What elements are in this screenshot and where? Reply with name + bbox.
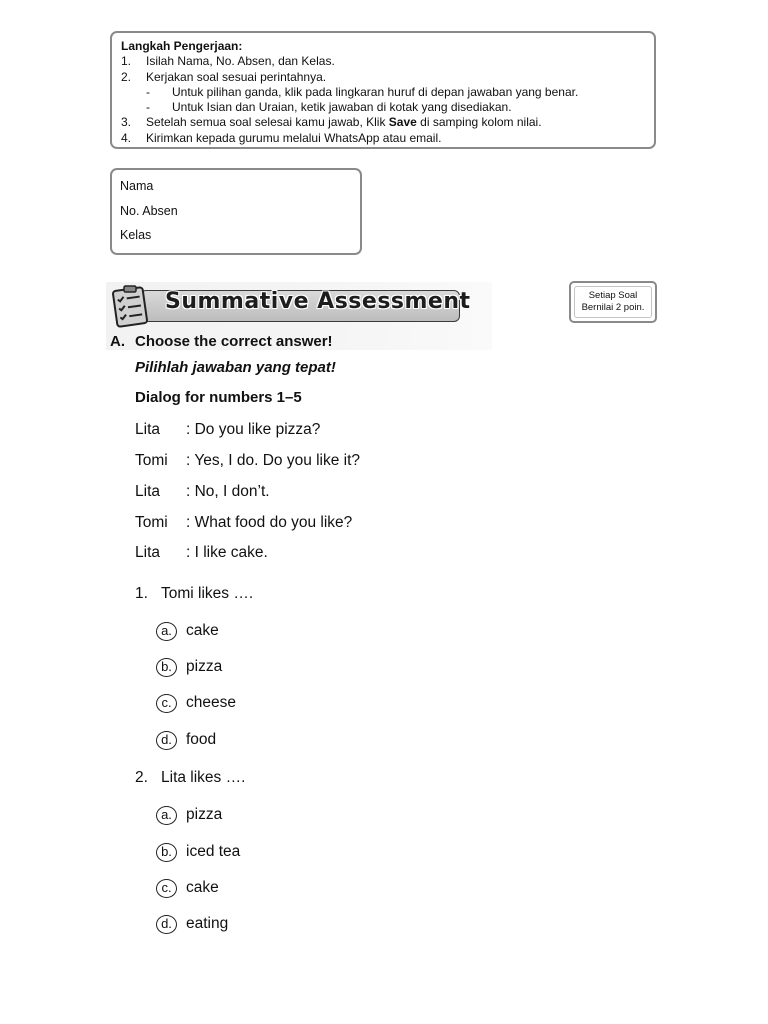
section-letter: A. (110, 333, 125, 350)
score-note-line2: Bernilai 2 poin. (581, 302, 645, 313)
class-label: Kelas (120, 228, 152, 242)
name-label: Nama (120, 179, 154, 193)
instruction-item: 2. Kerjakan soal sesuai perintahnya. (121, 69, 327, 84)
dialog-speaker: Tomi (135, 514, 168, 531)
dialog-line: : I like cake. (186, 544, 268, 561)
instruction-item: 3. Setelah semua soal selesai kamu jawab, Klik Save di samping kolom nilai. (121, 115, 542, 130)
option-circle-2a[interactable]: a. (156, 806, 177, 825)
question-1 (135, 585, 253, 603)
dialog-line: : Do you like pizza? (186, 421, 321, 438)
dialog-speaker: Tomi (135, 452, 168, 469)
identity-box (110, 168, 362, 255)
dialog-line: : No, I don’t. (186, 483, 270, 500)
option-text: eating (186, 915, 229, 932)
banner-title: Summative Assessment (165, 289, 471, 314)
question-2 (135, 769, 245, 787)
absen-label: No. Absen (120, 204, 178, 218)
dialog-line: : What food do you like? (186, 514, 353, 531)
option-circle-2b[interactable]: b. (156, 843, 177, 862)
option-text: pizza (186, 806, 223, 823)
dialog-title: Dialog for numbers 1–5 (135, 389, 302, 406)
instruction-item: 1. Isilah Nama, No. Absen, dan Kelas. (121, 54, 335, 69)
question-number: 1. (135, 585, 148, 602)
option-text: food (186, 731, 217, 748)
instruction-subitem: - Untuk pilihan ganda, klik pada lingkaran huruf di depan jawaban yang benar. (146, 84, 579, 99)
section-subtitle: Pilihlah jawaban yang tepat! (135, 359, 336, 376)
option-text: cake (186, 879, 219, 896)
option-text: iced tea (186, 843, 241, 860)
section-title: Choose the correct answer! (135, 333, 333, 350)
option-text: cheese (186, 694, 236, 711)
option-text: pizza (186, 658, 223, 675)
option-circle-2d[interactable]: d. (156, 915, 177, 934)
checklist-icon (109, 284, 153, 328)
score-note-inner-border (574, 286, 652, 318)
score-note (569, 281, 657, 323)
dialog-speaker: Lita (135, 421, 160, 438)
option-circle-1a[interactable]: a. (156, 622, 177, 641)
dialog-line: : Yes, I do. Do you like it? (186, 452, 361, 469)
question-number: 2. (135, 769, 148, 786)
option-circle-1d[interactable]: d. (156, 731, 177, 750)
instructions-box (110, 31, 656, 149)
option-circle-1b[interactable]: b. (156, 658, 177, 677)
instruction-item: 4. Kirimkan kepada gurumu melalui WhatsApp atau email. (121, 130, 442, 145)
dialog-speaker: Lita (135, 483, 160, 500)
option-text: cake (186, 622, 219, 639)
question-text: Lita likes …. (161, 769, 246, 786)
instruction-subitem: - Untuk Isian dan Uraian, ketik jawaban di kotak yang disediakan. (146, 100, 512, 115)
score-note-line1: Setiap Soal (588, 290, 638, 301)
option-circle-1c[interactable]: c. (156, 694, 177, 713)
question-text: Tomi likes …. (161, 585, 254, 602)
option-circle-2c[interactable]: c. (156, 879, 177, 898)
dialog-speaker: Lita (135, 544, 160, 561)
instructions-title: Langkah Pengerjaan: (121, 39, 243, 53)
save-keyword: Save (388, 115, 417, 130)
